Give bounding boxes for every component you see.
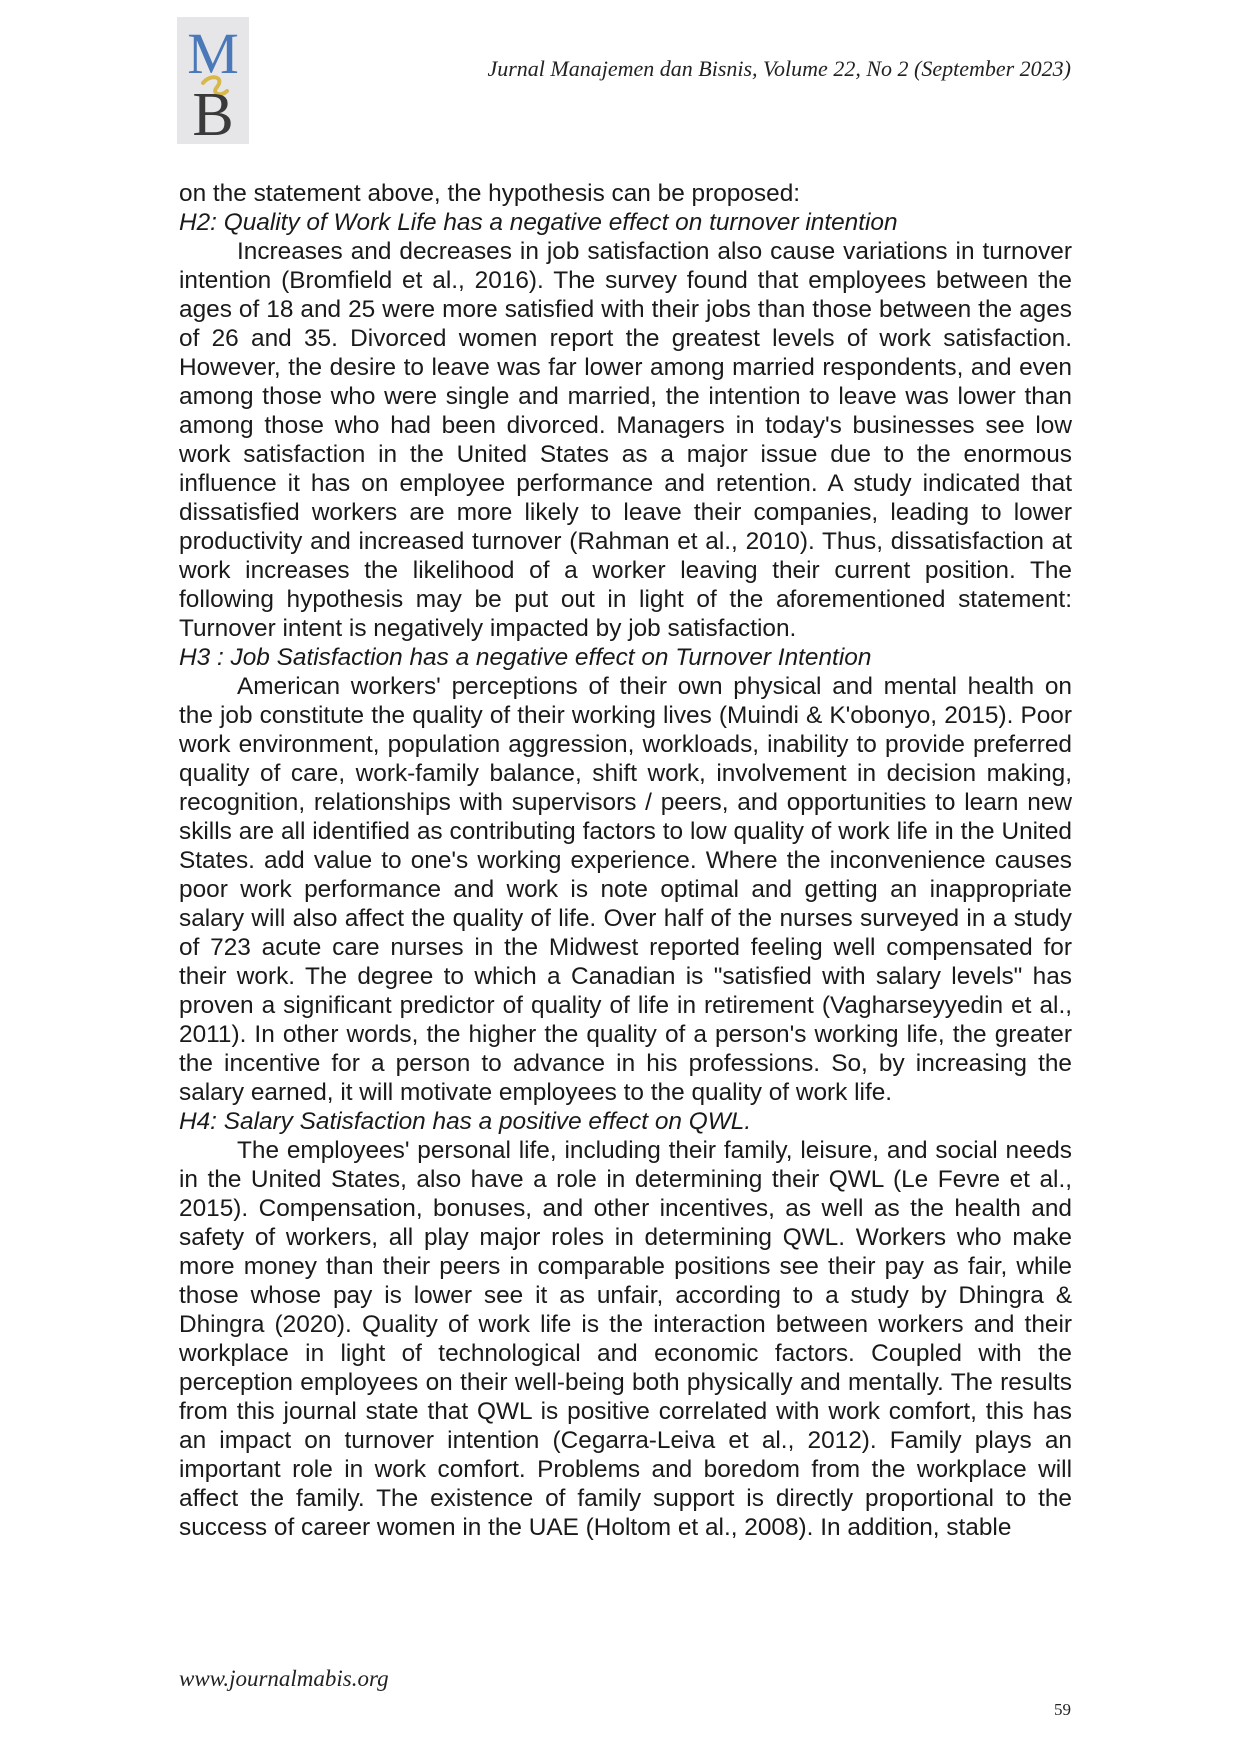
- logo-letter-m: M: [187, 21, 239, 86]
- footer-url: www.journalmabis.org: [179, 1666, 389, 1691]
- journal-running-header: Jurnal Manajemen dan Bisnis, Volume 22, No 2 (September 2023): [487, 56, 1071, 81]
- body-paragraph: on the statement above, the hypothesis can be proposed:: [179, 180, 801, 207]
- logo-mark-icon: [177, 17, 249, 144]
- page-number: 59: [1054, 1700, 1071, 1719]
- logo-letter-b: B: [192, 81, 234, 144]
- hypothesis-statement: H2: Quality of Work Life has a negative effect on turnover intention: [179, 209, 898, 236]
- body-paragraph: The employees' personal life, including their family, leisure, and social needs in the United States, also have a role in determining their QWL (Le Fevre et al., 2015). Compensation, bonuses, and other incentives, as well as the health and safety of workers, all play major roles in determining QWL. Workers who make more money than their peers in comparable positions see their pay as fair, while those whose pay is lower see it as unfair, according to a study by Dhingra & Dhingra (2020). Quality of work life is the interaction between workers and their workplace in light of technological and economic factors. Coupled with the perception employees on their well-being both physically and mentally. The results from this journal state that QWL is positive correlated with work comfort, this has an impact on turnover intention (Cegarra-Leiva et al., 2012). Family plays an important role in work comfort. Problems and boredom from the workplace will affect the family. The existence of family support is directly proportional to the success of career women in the UAE (Holtom et al., 2008). In addition, stable: [179, 1137, 1072, 1541]
- article-body: [179, 179, 1072, 1542]
- body-paragraph: American workers' perceptions of their own physical and mental health on the job constitute the quality of their working lives (Muindi & K'obonyo, 2015). Poor work environment, population aggression, workloads, inability to provide preferred quality of care, work-family balance, shift work, involvement in decision making, recognition, relationships with supervisors / peers, and opportunities to learn new skills are all identified as contributing factors to low quality of work life in the United States. add value to one's working experience. Where the inconvenience causes poor work performance and work is note optimal and getting an inappropriate salary will also affect the quality of life. Over half of the nurses surveyed in a study of 723 acute care nurses in the Midwest reported feeling well compensated for their work. The degree to which a Canadian is "satisfied with salary levels" has proven a significant predictor of quality of life in retirement (Vagharseyyedin et al., 2011). In other words, the higher the quality of a person's working life, the greater the incentive for a person to advance in his professions. So, by increasing the salary earned, it will motivate employees to the quality of work life.: [179, 673, 1072, 1106]
- hypothesis-statement: H4: Salary Satisfaction has a positive effect on QWL.: [179, 1108, 752, 1135]
- hypothesis-statement: H3 : Job Satisfaction has a negative effect on Turnover Intention: [179, 644, 872, 671]
- journal-logo: [177, 17, 249, 144]
- body-paragraph: Increases and decreases in job satisfaction also cause variations in turnover intention (Bromfield et al., 2016). The survey found that employees between the ages of 18 and 25 were more satisfied with their jobs than those between the ages of 26 and 35. Divorced women report the greatest levels of work satisfaction. However, the desire to leave was far lower among married respondents, and even among those who were single and married, the intention to leave was lower than among those who had been divorced. Managers in today's businesses see low work satisfaction in the United States as a major issue due to the enormous influence it has on employee performance and retention. A study indicated that dissatisfied workers are more likely to leave their companies, leading to lower productivity and increased turnover (Rahman et al., 2010). Thus, dissatisfaction at work increases the likelihood of a worker leaving their current position. The following hypothesis may be put out in light of the aforementioned statement: Turnover intent is negatively impacted by job satisfaction.: [179, 238, 1072, 642]
